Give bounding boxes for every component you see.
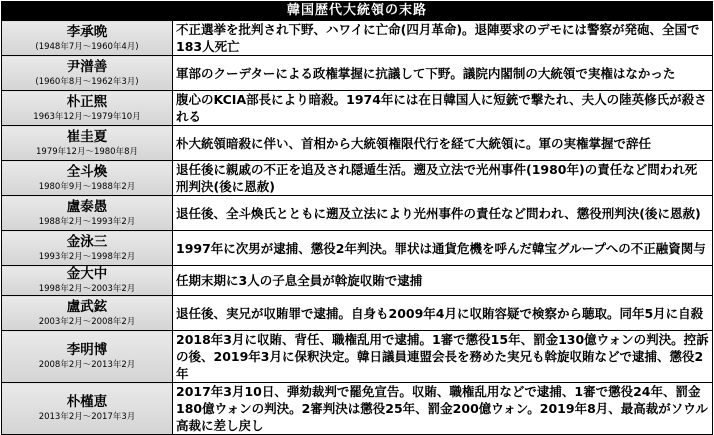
president-row bbox=[2, 91, 713, 126]
president-row bbox=[2, 21, 713, 56]
president-term: 1963年12月〜1979年10月 bbox=[33, 111, 141, 122]
president-name: 李承晩 bbox=[66, 23, 108, 40]
president-term: 1980年9月〜1988年2月 bbox=[38, 181, 136, 192]
president-term: 1998年2月〜2003年2月 bbox=[38, 284, 136, 294]
president-name-cell bbox=[2, 126, 173, 161]
president-term: 2008年2月〜2013年2月 bbox=[38, 360, 136, 370]
president-name-cell bbox=[2, 21, 173, 56]
presidents-table bbox=[1, 20, 713, 435]
president-row bbox=[2, 196, 713, 231]
president-fate: 退任後に親戚の不正を追及され隠遁生活。遡及立法で光州事件(1980年)の責任など問われ死刑判決(後に恩赦) bbox=[173, 161, 713, 196]
president-name-cell bbox=[2, 196, 173, 231]
president-row bbox=[2, 161, 713, 196]
president-fate: 退任後、全斗煥氏とともに遡及立法により光州事件の責任など問われ、懲役刑判決(後に恩赦) bbox=[173, 196, 713, 231]
president-fate: 腹心のKCIA部長により暗殺。1974年には在日韓国人に短銃で撃たれ、夫人の陸英修氏が殺される bbox=[173, 91, 713, 126]
president-name: 崔圭夏 bbox=[66, 128, 108, 145]
table-title: 韓国歴代大統領の末路 bbox=[1, 1, 713, 20]
president-fate: 2018年3月に収賄、背任、職権乱用で逮捕。1審で懲役15年、罰金130億ウォンの判決。控訴の後、2019年3月に保釈決定。韓日議員連盟会長を務めた実兄も斡旋収賄などで逮捕、懲役2年 bbox=[173, 331, 713, 383]
president-name-cell bbox=[2, 296, 173, 331]
president-fate: 1997年に次男が逮捕、懲役2年判決。罪状は通貨危機を呼んだ韓宝グループへの不正融資関与 bbox=[173, 231, 713, 266]
president-row bbox=[2, 126, 713, 161]
president-term: 1988年2月〜1993年2月 bbox=[38, 216, 136, 227]
president-name: 盧泰愚 bbox=[66, 198, 108, 215]
president-fate: 退任後、実兄が収賄罪で逮捕。自身も2009年4月に収賄容疑で検察から聴取。同年5月に自殺 bbox=[173, 296, 713, 331]
president-fate: 朴大統領暗殺に伴い、首相から大統領権限代行を経て大統領に。軍の実権掌握で辞任 bbox=[173, 126, 713, 161]
president-row bbox=[2, 266, 713, 296]
president-name: 朴正煕 bbox=[66, 93, 108, 110]
president-name: 全斗煥 bbox=[66, 163, 108, 180]
president-fate: 2017年3月10日、弾劾裁判で罷免宣告。収賄、職権乱用などで逮捕、1審で懲役24年、罰金180億ウォンの判決。2審判決は懲役25年、罰金200億ウォン。2019年8月、最高裁がソウル高裁に差し戻し bbox=[173, 383, 713, 435]
president-name-cell bbox=[2, 383, 173, 435]
president-name-cell bbox=[2, 331, 173, 383]
president-fate: 任期末期に3人の子息全員が斡旋収賄で逮捕 bbox=[173, 266, 713, 296]
president-row bbox=[2, 296, 713, 331]
president-name: 金泳三 bbox=[66, 233, 108, 250]
president-term: (1948年7月〜1960年4月) bbox=[35, 41, 139, 52]
president-term: 1993年2月〜1998年2月 bbox=[38, 251, 136, 262]
president-term: (1960年8月〜1962年3月) bbox=[35, 76, 139, 87]
president-fate: 不正選挙を批判され下野、ハワイに亡命(四月革命)。退陣要求のデモには警察が発砲、全国で183人死亡 bbox=[173, 21, 713, 56]
president-name: 李明博 bbox=[66, 342, 108, 358]
president-fate: 軍部のクーデターによる政権掌握に抗議して下野。議院内閣制の大統領で実権はなかった bbox=[173, 56, 713, 91]
president-row bbox=[2, 56, 713, 91]
president-term: 1979年12月〜1980年8月 bbox=[36, 146, 138, 157]
president-name-cell bbox=[2, 266, 173, 296]
president-name-cell bbox=[2, 231, 173, 266]
president-row bbox=[2, 331, 713, 383]
president-name: 朴槿恵 bbox=[66, 394, 108, 410]
president-name: 盧武鉉 bbox=[66, 298, 108, 315]
president-name-cell bbox=[2, 91, 173, 126]
president-name-cell bbox=[2, 56, 173, 91]
president-row bbox=[2, 231, 713, 266]
president-name: 尹潽善 bbox=[66, 58, 108, 75]
president-term: 2003年2月〜2008年2月 bbox=[38, 316, 136, 327]
president-name: 金大中 bbox=[66, 266, 108, 282]
presidents-table-panel bbox=[1, 1, 713, 433]
president-term: 2013年2月〜2017年3月 bbox=[38, 412, 136, 422]
president-name-cell bbox=[2, 161, 173, 196]
president-row bbox=[2, 383, 713, 435]
